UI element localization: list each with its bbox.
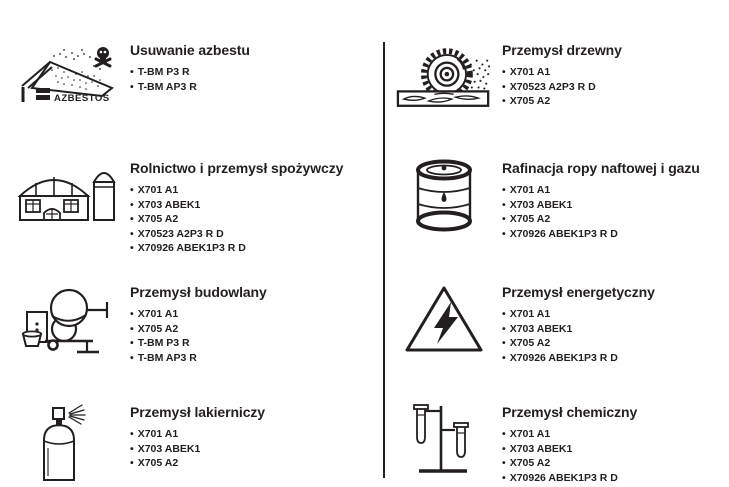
product-code-text: X70926 ABEK1P3 R D (509, 227, 618, 240)
product-code-item (130, 456, 265, 471)
product-code-text: X701 A1 (137, 184, 179, 196)
bullet-marker: • (502, 351, 506, 364)
section-agriculture-food (12, 160, 374, 256)
product-code-text: X701 A1 (509, 66, 551, 78)
product-code-item (130, 241, 343, 256)
farm-barn-icon (12, 160, 120, 222)
section-paint (12, 404, 374, 482)
section-oil-gas (396, 160, 722, 241)
product-code-item (502, 80, 622, 95)
section-wood (396, 42, 722, 110)
section-title: Przemysł budowlany (130, 284, 267, 300)
product-code-item (502, 227, 700, 242)
product-code-text: X70523 A2P3 R D (509, 80, 596, 93)
bullet-marker: • (130, 351, 134, 364)
product-code-text: X705 A2 (509, 457, 551, 469)
product-code-item (130, 442, 265, 457)
section-title: Usuwanie azbestu (130, 42, 250, 58)
product-code-text: X705 A2 (509, 213, 551, 225)
bullet-marker: • (130, 80, 134, 93)
column-divider (383, 42, 385, 478)
product-code-item (130, 80, 250, 95)
product-code-text: X701 A1 (509, 308, 551, 320)
bullet-marker: • (130, 428, 134, 440)
section-asbestos-removal (12, 42, 374, 108)
product-code-item (502, 183, 700, 198)
product-code-item (502, 351, 655, 366)
product-code-item (130, 183, 343, 198)
bullet-marker: • (502, 95, 506, 107)
product-code-item (502, 427, 637, 442)
product-code-text: T-BM P3 R (137, 337, 190, 349)
product-code-text: X70926 ABEK1P3 R D (509, 351, 618, 364)
bullet-marker: • (502, 80, 506, 93)
product-code-item (502, 471, 637, 486)
bullet-marker: • (502, 184, 506, 196)
product-code-text: X705 A2 (509, 95, 551, 107)
product-code-item (130, 322, 267, 337)
product-code-text: X705 A2 (509, 337, 551, 349)
high-voltage-triangle-icon (396, 284, 492, 356)
product-code-list (502, 65, 622, 109)
test-tubes-icon (396, 404, 492, 478)
azbestos-label: AZBESTOS (54, 93, 110, 104)
product-code-text: T-BM P3 R (137, 66, 190, 78)
product-code-item (502, 442, 637, 457)
section-title: Rolnictwo i przemysł spożywczy (130, 160, 344, 176)
skull-crossbones-glyph (96, 47, 110, 66)
cement-mixer-icon (12, 284, 120, 356)
bullet-marker: • (502, 471, 506, 484)
product-code-item (130, 227, 343, 242)
bullet-marker: • (502, 457, 506, 469)
bullet-marker: • (130, 442, 134, 455)
bullet-marker: • (502, 322, 506, 335)
product-code-text: X703 ABEK1 (509, 322, 573, 335)
product-code-text: X703 ABEK1 (509, 198, 573, 211)
product-code-item (502, 322, 655, 337)
product-code-item (130, 336, 267, 351)
product-code-text: X701 A1 (137, 308, 179, 320)
section-title: Rafinacja ropy naftowej i gazu (502, 160, 700, 176)
bullet-marker: • (130, 457, 134, 469)
bullet-marker: • (130, 308, 134, 320)
bullet-marker: • (502, 337, 506, 349)
product-code-item (502, 65, 622, 80)
section-title: Przemysł drzewny (502, 42, 622, 58)
section-chemical (396, 404, 722, 485)
product-code-text: X701 A1 (509, 428, 551, 440)
product-code-text: X70523 A2P3 R D (137, 227, 224, 240)
product-code-text: X701 A1 (509, 184, 551, 196)
spray-can-icon (12, 404, 120, 482)
product-code-item (502, 456, 637, 471)
product-code-item (130, 212, 343, 227)
asbestos-roof-icon (12, 42, 120, 108)
bullet-marker: • (502, 213, 506, 225)
bullet-marker: • (502, 428, 506, 440)
bullet-marker: • (130, 322, 134, 335)
bullet-marker: • (130, 66, 134, 78)
oil-barrel-icon (396, 160, 492, 234)
bullet-marker: • (502, 227, 506, 240)
product-code-text: X705 A2 (137, 457, 179, 469)
bullet-marker: • (502, 198, 506, 211)
product-code-list (130, 183, 343, 256)
section-title: Przemysł lakierniczy (130, 404, 265, 420)
bullet-marker: • (130, 242, 134, 254)
bullet-marker: • (502, 308, 506, 320)
product-code-list (502, 307, 655, 365)
bullet-marker: • (502, 442, 506, 455)
product-code-item (502, 336, 655, 351)
product-code-item (130, 427, 265, 442)
circular-saw-icon (396, 42, 492, 110)
bullet-marker: • (130, 198, 134, 211)
bullet-marker: • (130, 184, 134, 196)
product-code-text: T-BM AP3 R (137, 351, 197, 364)
bullet-marker: • (130, 337, 134, 349)
product-code-item (502, 198, 700, 213)
product-code-text: X70926 ABEK1P3 R D (509, 471, 618, 484)
product-code-item (502, 307, 655, 322)
section-title: Przemysł chemiczny (502, 404, 638, 420)
section-title: Przemysł energetyczny (502, 284, 655, 300)
product-code-text: X703 ABEK1 (509, 442, 573, 455)
product-code-list (502, 427, 637, 485)
product-code-text: X705 A2 (137, 213, 179, 225)
product-code-list (130, 65, 250, 94)
product-code-text: X705 A2 (137, 322, 179, 335)
product-code-text: X703 ABEK1 (137, 442, 201, 455)
bullet-marker: • (130, 227, 134, 240)
product-code-text: T-BM AP3 R (137, 80, 197, 93)
product-code-text: X703 ABEK1 (137, 198, 201, 211)
section-energy (396, 284, 722, 365)
product-code-item (130, 65, 250, 80)
bullet-marker: • (130, 213, 134, 225)
product-code-item (502, 94, 622, 109)
product-code-item (502, 212, 700, 227)
bullet-marker: • (502, 66, 506, 78)
product-code-text: X701 A1 (137, 428, 179, 440)
product-code-item (130, 198, 343, 213)
product-code-item (130, 307, 267, 322)
section-construction (12, 284, 374, 365)
product-code-list (130, 427, 265, 471)
product-code-text: X70926 ABEK1P3 R D (137, 242, 246, 254)
product-code-list (130, 307, 267, 365)
product-code-list (502, 183, 700, 241)
product-code-item (130, 351, 267, 366)
